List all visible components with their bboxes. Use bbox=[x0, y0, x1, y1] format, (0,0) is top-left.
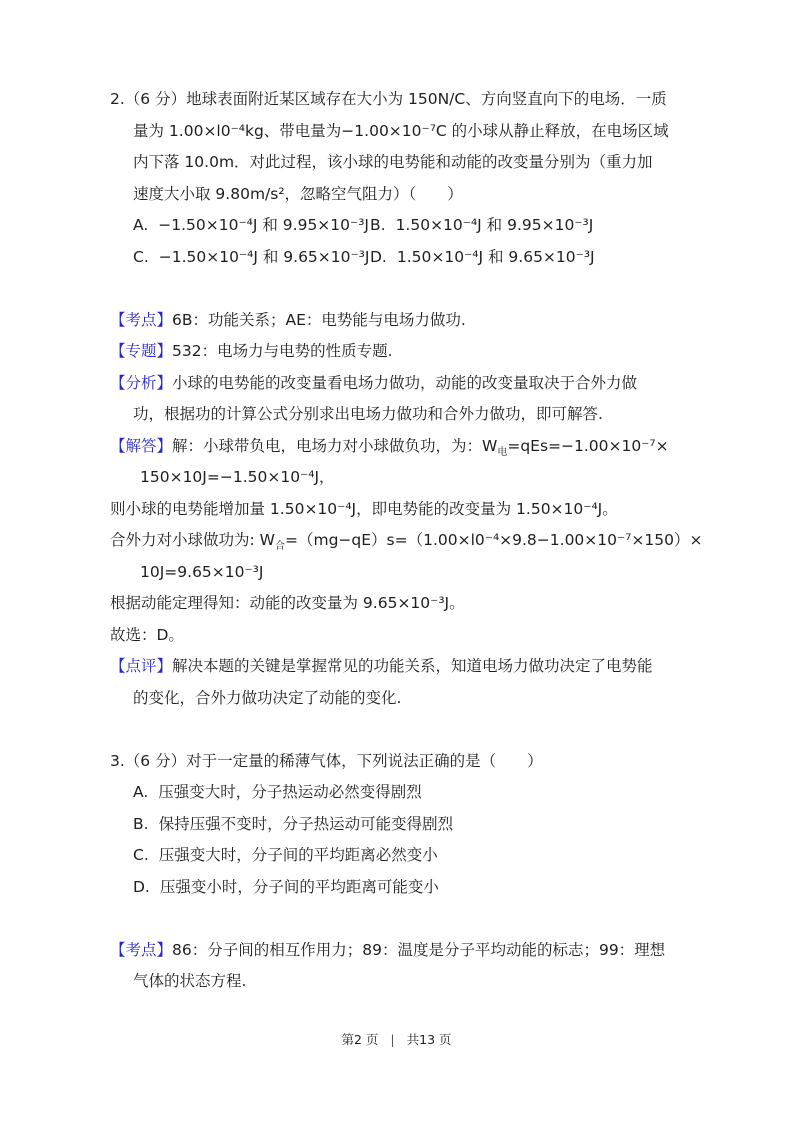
q3-kaodian-text-1: 86：分子间的相互作用力；89：温度是分子平均动能的标志；99：理想 bbox=[172, 940, 666, 959]
q3-kaodian-tag: 【考点】 bbox=[110, 940, 173, 959]
q2-section-zhuanti bbox=[110, 336, 694, 368]
q3-option-b-label: B. bbox=[133, 814, 149, 833]
fenxi-tag: 【分析】 bbox=[110, 373, 173, 392]
footer-page-number: 第2 页 bbox=[341, 1032, 379, 1047]
q2-text-line-1: 2.（6 分）地球表面附近某区域存在大小为 150N/C、方向竖直向下的电场．一质 bbox=[110, 90, 667, 108]
q2-section-jieda-line-3: 则小球的电势能增加量 1.50×10⁻⁴J，即电势能的改变量为 1.50×10⁻⁴J。 bbox=[110, 499, 618, 518]
q2-answer-line: 故选：D。 bbox=[110, 625, 184, 644]
q2-text-line-3: 内下落 10.0m．对此过程，该小球的电势能和动能的改变量分别为（重力加 bbox=[133, 153, 653, 171]
q2-section-dianping-line-2: 的变化，合外力做功决定了动能的变化. bbox=[133, 688, 402, 707]
q2-option-a bbox=[133, 210, 370, 242]
q2-option-a-text: −1.50×10⁻⁴J 和 9.95×10⁻³J bbox=[158, 216, 369, 234]
jieda-formula-4-post: =（mg−qE）s=（1.00×l0⁻⁴×9.8−1.00×10⁻⁷×150）× bbox=[284, 531, 703, 549]
q2-option-d-label: D. bbox=[370, 247, 387, 266]
dianping-tag: 【点评】 bbox=[110, 657, 173, 675]
q2-option-d bbox=[370, 242, 595, 274]
q2-option-a-label: A. bbox=[133, 216, 149, 234]
dianping-text-1: 解决本题的关键是掌握常见的功能关系，知道电场力做功决定了电势能 bbox=[172, 657, 653, 675]
q2-section-dianping-line-1 bbox=[110, 651, 694, 683]
q2-text-line-4: 速度大小取 9.80m/s²，忽略空气阻力）（ ） bbox=[133, 184, 463, 203]
q3-option-a-text: 压强变大时，分子热运动必然变得剧烈 bbox=[158, 783, 422, 801]
q3-option-a-label: A. bbox=[133, 783, 149, 801]
footer-separator: | bbox=[390, 1032, 395, 1047]
document-content bbox=[110, 84, 703, 998]
q3-option-d bbox=[110, 872, 694, 904]
jieda-subscript-he: 合 bbox=[274, 541, 285, 553]
q2-text-line-2: 量为 1.00×l0⁻⁴kg、带电量为−1.00×10⁻⁷C 的小球从静止释放，在电场区域 bbox=[133, 121, 669, 140]
q2-option-b-label: B. bbox=[370, 216, 386, 234]
q2-section-jieda-line-4 bbox=[110, 525, 703, 557]
q2-option-b-text: 1.50×10⁻⁴J 和 9.95×10⁻³J bbox=[395, 216, 594, 234]
q2-section-kaodian bbox=[110, 305, 694, 337]
q2-option-c bbox=[133, 242, 370, 274]
kaodian-tag: 【考点】 bbox=[110, 310, 173, 329]
q2-section-jieda-line-1 bbox=[110, 431, 694, 463]
q2-section-jieda-line-6: 根据动能定理得知：动能的改变量为 9.65×10⁻³J。 bbox=[110, 594, 465, 612]
q2-section-jieda-line-2: 150×10J=−1.50×10⁻⁴J， bbox=[140, 468, 335, 486]
q2-options-row-1 bbox=[110, 210, 694, 242]
q3-option-c-text: 压强变大时，分子间的平均距离必然变小 bbox=[158, 846, 438, 864]
jieda-formula-1-post: =qEs=−1.00×10⁻⁷× bbox=[507, 436, 669, 455]
page-footer bbox=[0, 1030, 793, 1048]
q3-option-c bbox=[110, 840, 694, 872]
jieda-tag: 【解答】 bbox=[110, 436, 173, 455]
q2-section-fenxi-line-2: 功，根据功的计算公式分别求出电场力做功和合外力做功，即可解答. bbox=[133, 405, 603, 423]
zhuanti-tag: 【专题】 bbox=[110, 342, 173, 360]
q2-section-fenxi-line-1 bbox=[110, 368, 694, 400]
kaodian-text: 6B：功能关系；AE：电势能与电场力做功. bbox=[172, 310, 466, 329]
spacer bbox=[110, 903, 694, 935]
jieda-formula-4-pre: 合外力对小球做功为: W bbox=[110, 531, 275, 549]
q3-text-line-1: 3.（6 分）对于一定量的稀薄气体，下列说法正确的是（ ） bbox=[110, 751, 543, 770]
q3-option-c-label: C. bbox=[133, 846, 149, 864]
q3-option-b-text: 保持压强不变时，分子热运动可能变得剧烈 bbox=[158, 814, 454, 833]
q2-option-c-text: −1.50×10⁻⁴J 和 9.65×10⁻³J bbox=[158, 247, 370, 266]
q2-options-row-2 bbox=[110, 242, 694, 274]
spacer bbox=[110, 273, 694, 305]
q3-option-d-text: 压强变小时，分子间的平均距离可能变小 bbox=[159, 877, 439, 896]
jieda-formula-1-pre: 解：小球带负电，电场力对小球做负功，为：W bbox=[172, 436, 498, 455]
spacer bbox=[110, 714, 694, 746]
jieda-subscript-dian: 电 bbox=[497, 446, 508, 458]
fenxi-text-1: 小球的电势能的改变量看电场力做功，动能的改变量取决于合外力做 bbox=[172, 373, 638, 392]
q3-section-kaodian-line-2: 气体的状态方程. bbox=[133, 972, 247, 990]
q2-option-b bbox=[370, 210, 593, 242]
q2-section-jieda-line-5: 10J=9.65×10⁻³J bbox=[140, 562, 264, 581]
q3-section-kaodian-line-1 bbox=[110, 935, 694, 967]
q2-option-d-text: 1.50×10⁻⁴J 和 9.65×10⁻³J bbox=[396, 247, 595, 266]
q3-option-a bbox=[110, 777, 694, 809]
footer-total-pages: 共13 页 bbox=[406, 1032, 452, 1047]
q2-option-c-label: C. bbox=[133, 247, 149, 266]
zhuanti-text: 532：电场力与电势的性质专题. bbox=[172, 342, 393, 360]
q3-option-d-label: D. bbox=[133, 877, 150, 896]
q3-option-b bbox=[110, 809, 694, 841]
